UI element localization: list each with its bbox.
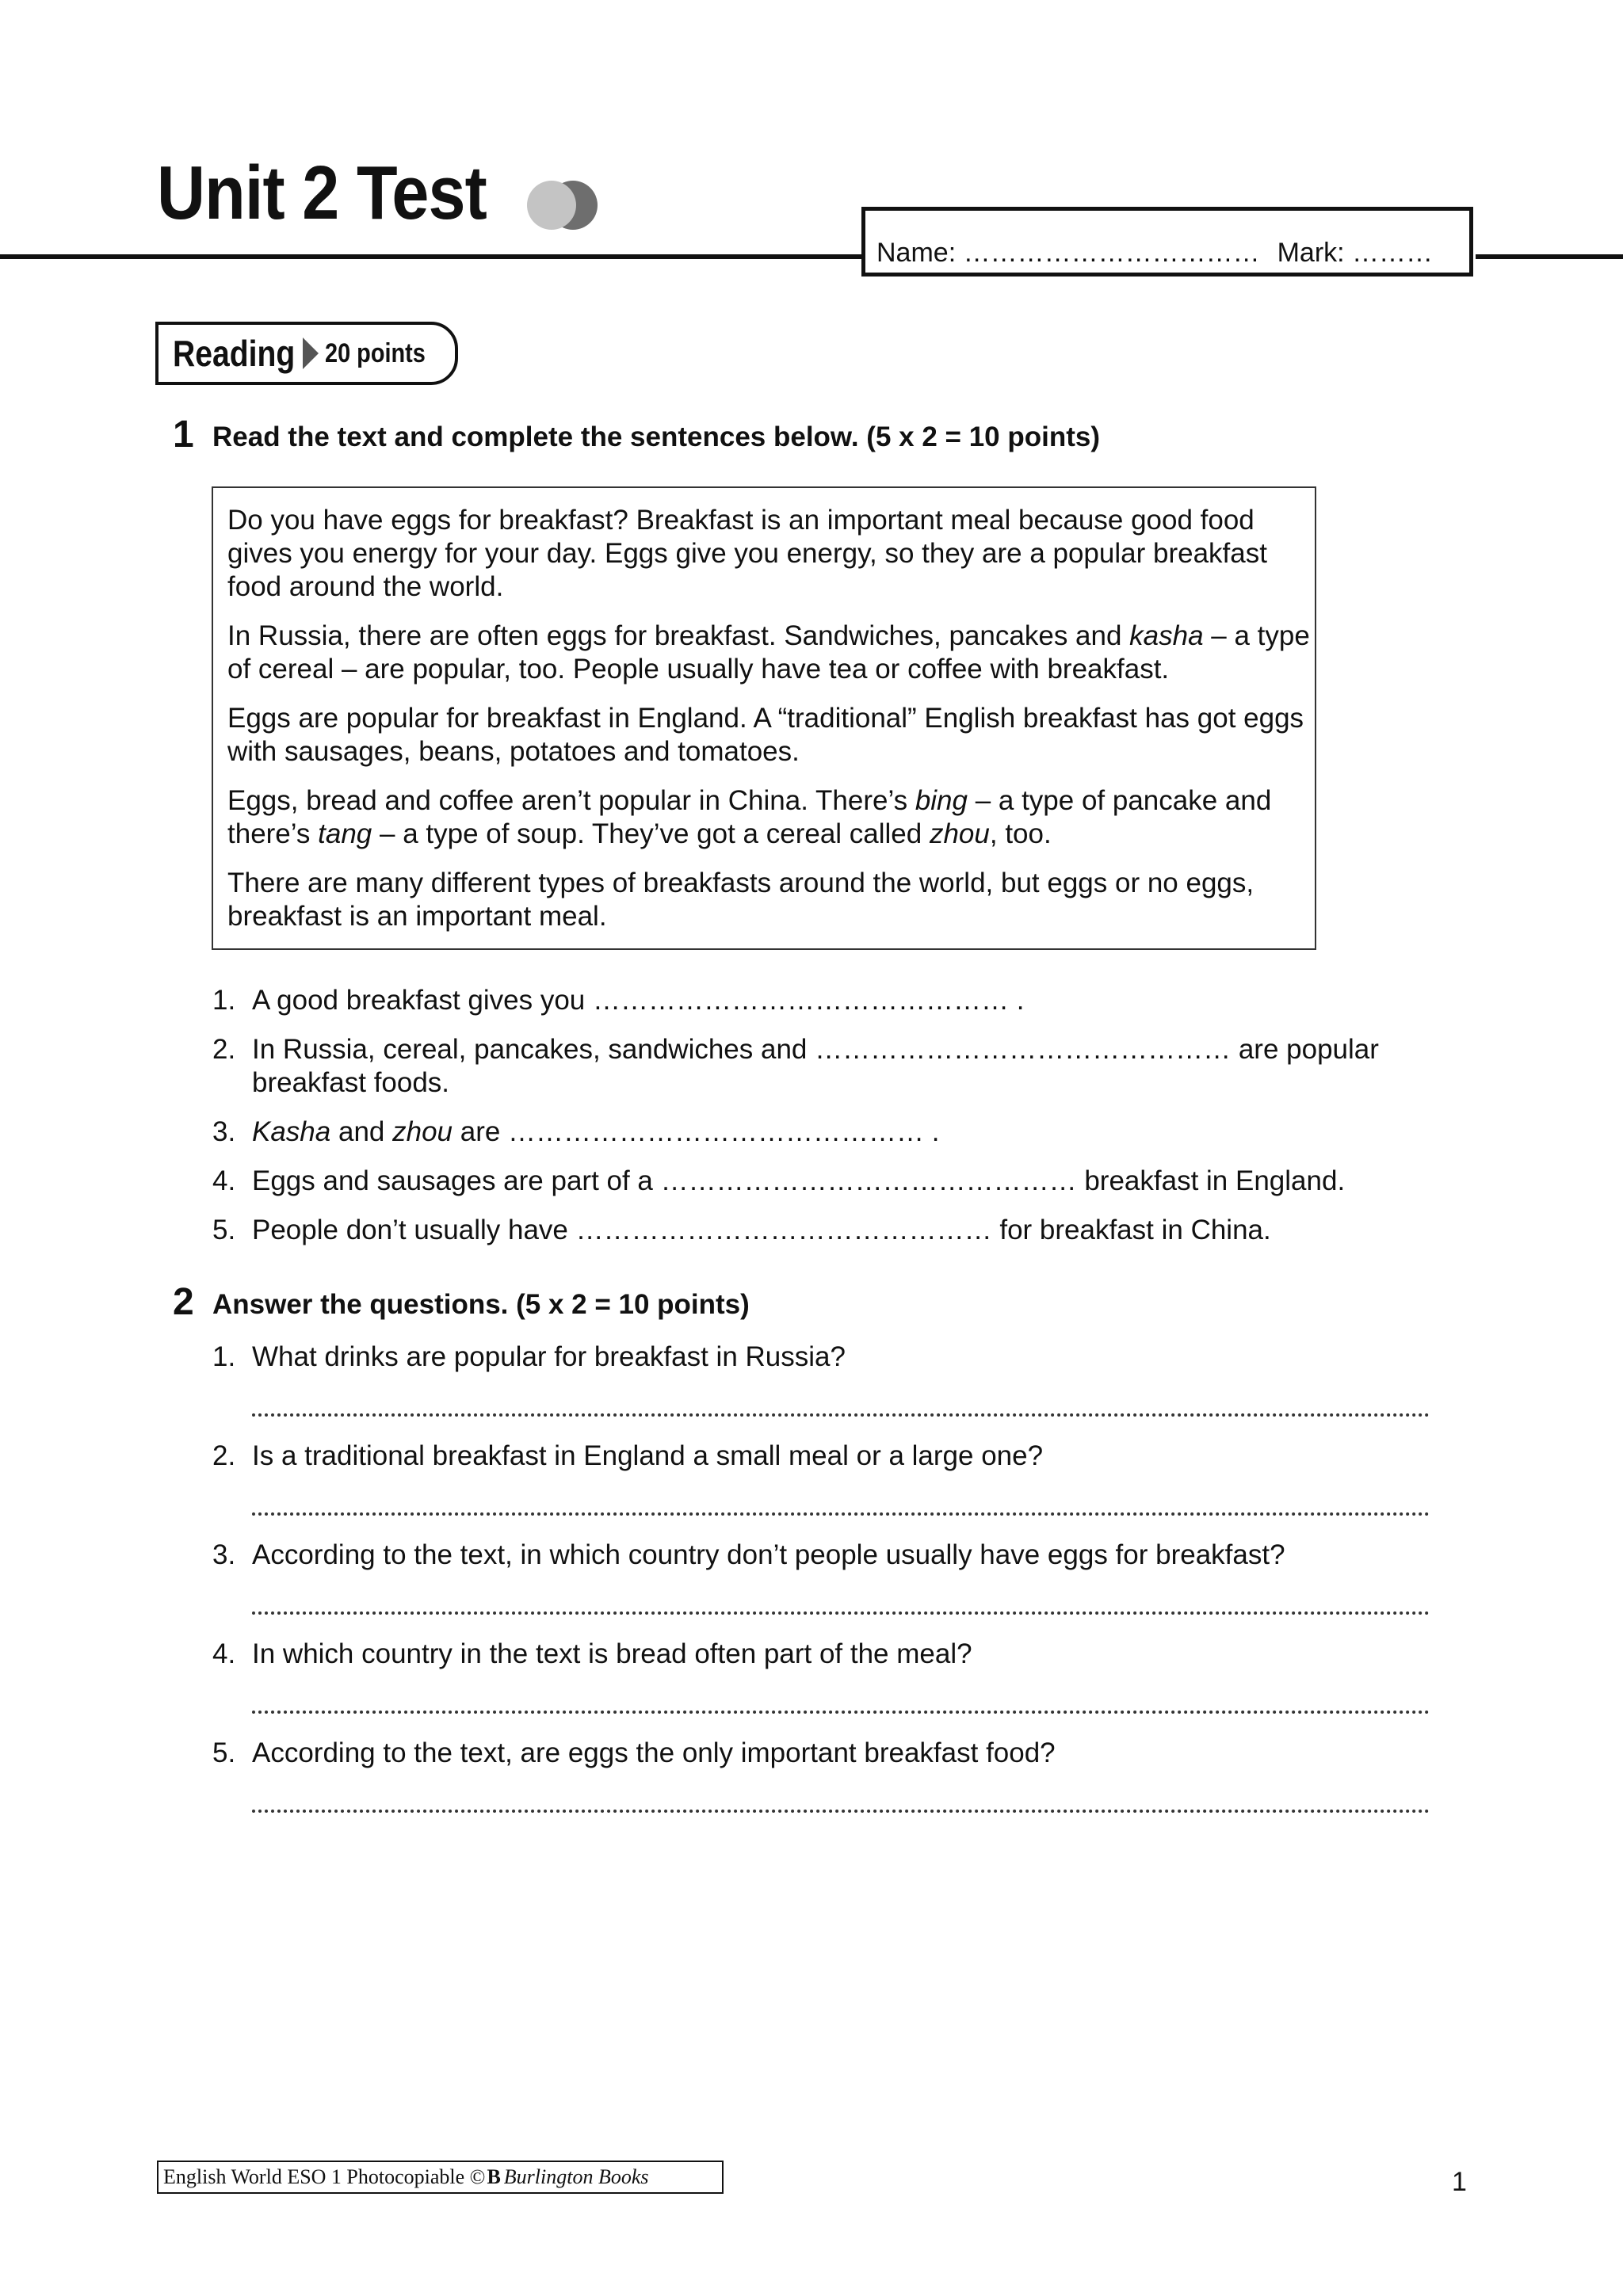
paragraph-1: Do you have eggs for breakfast? Breakfast is an important meal because good food gives you energy for your day. Eggs give you energy, so they are a popular breakfast food around the world. [227,505,1267,602]
sentence-1-number: 1. [212,985,236,1016]
paragraph-5: There are many different types of breakfasts around the world, but eggs or no eggs, breakfast is an important meal. [227,868,1254,932]
answer-line-5[interactable] [252,1810,1430,1813]
exercise-2-number: 2 [173,1281,194,1323]
question-5: According to the text, are eggs the only important breakfast food? [252,1737,1056,1768]
paragraph-2: In Russia, there are often eggs for breakfast. Sandwiches, pancakes and kasha – a type of cereal – are popular, too. People usually have tea or coffee with breakfast. [227,620,1310,685]
question-3: According to the text, in which country don’t people usually have eggs for breakfast? [252,1539,1285,1570]
name-mark-box [861,207,1473,277]
section-tag [155,322,458,385]
sentence-5-number: 5. [212,1215,236,1245]
question-1: What drinks are popular for breakfast in Russia? [252,1341,846,1372]
sentence-2-number: 2. [212,1034,236,1065]
paragraph-4: Eggs, bread and coffee aren’t popular in China. There’s bing – a type of pancake and there’s tang – a type of soup. They’ve got a cereal called zhou, too. [227,785,1272,849]
exercise-2-instruction: Answer the questions. (5 x 2 = 10 points) [212,1289,750,1320]
sentence-2[interactable]: In Russia, cereal, pancakes, sandwiches and ……………………………………… are popular [252,1034,1379,1065]
exercise-1-number: 1 [173,414,194,456]
answer-line-2[interactable] [252,1512,1430,1516]
section-tag-points: 20 points [325,338,426,368]
footer-publisher: Burlington Books [503,2165,649,2188]
question-4: In which country in the text is bread often part of the meal? [252,1638,972,1669]
arrow-right-icon [301,338,320,369]
sentence-4-number: 4. [212,1165,236,1196]
sentence-1[interactable]: A good breakfast gives you ……………………………………… . [252,985,1025,1016]
sentence-3[interactable]: Kasha and zhou are ……………………………………… . [252,1116,940,1147]
question-4-number: 4. [212,1638,236,1669]
mark-field[interactable]: Mark: ……… [1277,237,1434,268]
page-number: 1 [1452,2167,1467,2197]
question-3-number: 3. [212,1539,236,1570]
sentence-5[interactable]: People don’t usually have ……………………………………… for breakfast in China. [252,1215,1271,1245]
unit-dots-icon [525,179,601,231]
question-2: Is a traditional breakfast in England a small meal or a large one? [252,1440,1044,1471]
exercise-1-instruction: Read the text and complete the sentences below. (5 x 2 = 10 points) [212,421,1100,452]
page-title: Unit 2 Test [157,151,487,235]
paragraph-3: Eggs are popular for breakfast in England. A “traditional” English breakfast has got eggs with sausages, beans, potatoes and tomatoes. [227,703,1304,767]
sentence-4[interactable]: Eggs and sausages are part of a ……………………………………… breakfast in England. [252,1165,1346,1196]
question-1-number: 1. [212,1341,236,1372]
question-5-number: 5. [212,1737,236,1768]
publisher-logo-icon: B [487,2165,501,2188]
question-2-number: 2. [212,1440,236,1471]
sentence-2-continued: breakfast foods. [252,1067,450,1098]
sentence-3-number: 3. [212,1116,236,1147]
answer-line-4[interactable] [252,1711,1430,1714]
section-tag-label: Reading [173,333,296,374]
header-rule-left [0,254,862,259]
footer-prefix: English World ESO 1 Photocopiable © [163,2165,486,2188]
answer-line-3[interactable] [252,1611,1430,1615]
footer-copyright [157,2161,724,2194]
header-rule-right [1476,254,1623,259]
name-field[interactable]: Name: …………………………… [876,237,1260,268]
answer-line-1[interactable] [252,1413,1430,1417]
